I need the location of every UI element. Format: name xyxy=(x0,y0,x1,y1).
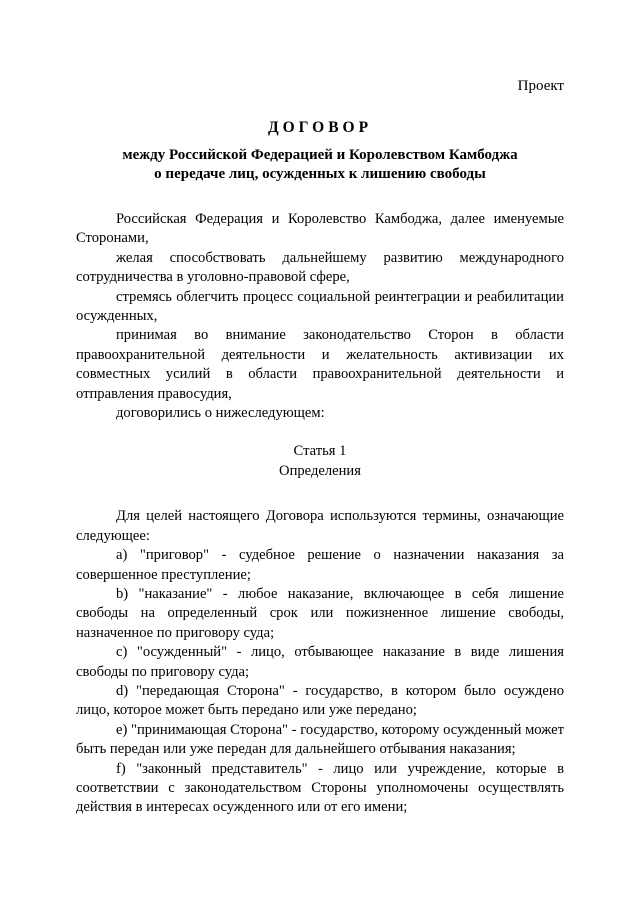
preamble-paragraph: Российская Федерация и Королевство Камбоджа, далее именуемые Сторонами, xyxy=(76,211,564,247)
article-body xyxy=(76,507,564,818)
article-intro: Для целей настоящего Договора используются термины, означающие следующее: xyxy=(76,508,564,544)
article-number: Статья 1 xyxy=(293,443,347,460)
subtitle-line-1: между Российской Федерацией и Королевством Камбоджа xyxy=(122,147,518,163)
definition-item: е) "принимающая Сторона" - государство, которому осужденный может быть передан или уже передан для дальнейшего отбывания наказания; xyxy=(76,721,564,758)
definition-item: b) "наказание" - любое наказание, включающее в себя лишение свободы на определенный срок или пожизненное лишение свободы, назначенное по приговору суда; xyxy=(76,585,564,641)
document-title: ДОГОВОР xyxy=(267,119,373,136)
preamble-paragraph: желая способствовать дальнейшему развитию международного сотрудничества в уголовно-правовой сфере, xyxy=(76,249,564,286)
preamble-paragraph: принимая во внимание законодательство Сторон в области правоохранительной деятельности и желательность активизации их совместных усилий в области правоохранительной деятельности и отправления правосудия, xyxy=(76,327,564,402)
definition-item: d) "передающая Сторона" - государство, в котором было осуждено лицо, которое может быть передано или уже передано; xyxy=(76,682,564,719)
definition-item: f) "законный представитель" - лицо или учреждение, которые в соответствии с законодательством Стороны уполномочены осуществлять действия в интересах осужденного или от его имени; xyxy=(76,760,564,816)
preamble-paragraph: договорились о нижеследующем: xyxy=(116,405,325,422)
document-subtitle xyxy=(76,146,564,184)
subtitle-line-2: о передаче лиц, осужденных к лишению свободы xyxy=(154,166,486,182)
definition-item: а) "приговор" - судебное решение о назначении наказания за совершенное преступление; xyxy=(76,547,564,583)
article-title: Определения xyxy=(279,462,361,479)
preamble xyxy=(76,210,564,423)
definition-item: с) "осужденный" - лицо, отбывающее наказание в виде лишения свободы по приговору суда; xyxy=(76,644,564,680)
preamble-paragraph: стремясь облегчить процесс социальной реинтеграции и реабилитации осужденных, xyxy=(76,288,564,325)
draft-label: Проект xyxy=(517,78,564,94)
article-heading xyxy=(76,442,564,481)
